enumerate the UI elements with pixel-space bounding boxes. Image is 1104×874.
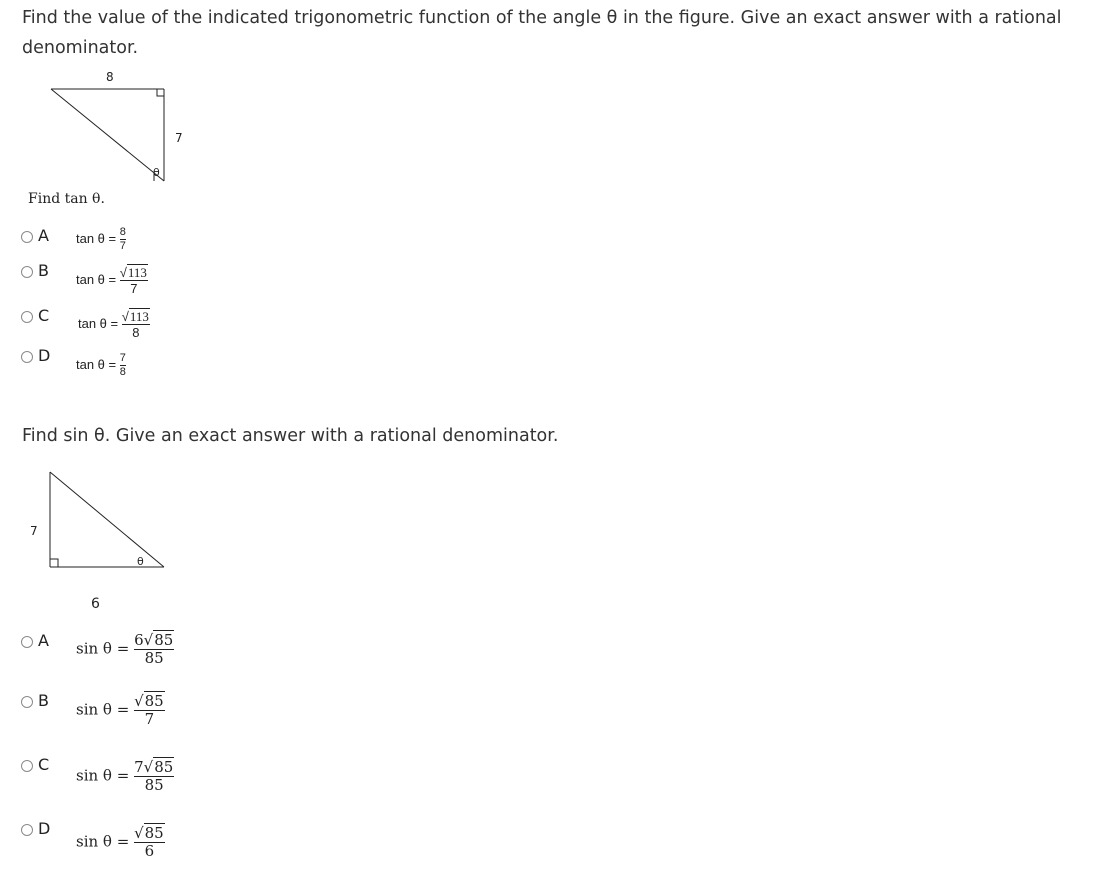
figure-2-triangle — [40, 465, 175, 575]
option-2d-radicand: 85 — [144, 824, 164, 842]
option-2a-coefficient: 6 — [134, 631, 144, 649]
question-1-subprompt: Find tan θ. — [28, 191, 105, 207]
option-2d-denominator: 6 — [144, 842, 155, 860]
option-2c-radio[interactable] — [21, 760, 33, 772]
option-2b-letter: B — [38, 691, 49, 710]
option-2d-expression: sin θ = $\frac{√85}{6}$ — [76, 824, 164, 860]
option-2a-radicand: 85 — [154, 631, 174, 649]
option-b-denominator: 7 — [130, 281, 138, 296]
option-2b-radio[interactable] — [21, 696, 33, 708]
option-2b-radicand: 85 — [144, 692, 164, 710]
option-a-lhs: tan θ = — [76, 230, 117, 246]
option-2c-coefficient: 7 — [134, 758, 144, 776]
figure-1-triangle — [40, 70, 200, 190]
option-2a-denominator: 85 — [144, 649, 164, 667]
option-d-lhs: tan θ = — [76, 356, 117, 372]
option-2c-expression: sin θ = $\frac{7√85}{85}$ — [76, 758, 174, 794]
option-c-lhs: tan θ = — [78, 315, 119, 331]
option-d-letter: D — [38, 346, 51, 365]
option-b-radio[interactable] — [21, 266, 33, 278]
option-b-radicand: 113 — [127, 265, 147, 280]
option-d-denominator: 8 — [119, 366, 126, 378]
option-2c-lhs: sin θ = — [76, 766, 130, 785]
option-b-letter: B — [38, 261, 49, 280]
option-c-radicand: 113 — [129, 309, 149, 324]
question-2-prompt: Find sin θ. Give an exact answer with a rational denominator. — [22, 426, 559, 446]
figure-2-left-label: 7 — [30, 524, 38, 538]
option-c-expression: tan θ = $\frac{√113}{8}$ — [78, 309, 149, 340]
figure-1-angle-label: θ — [153, 166, 160, 179]
option-a-denominator: 7 — [119, 240, 126, 252]
option-2b-denominator: 7 — [144, 710, 155, 728]
option-2d-letter: D — [38, 819, 51, 838]
option-a-letter: A — [38, 226, 49, 245]
option-a-numerator: 8 — [119, 226, 126, 238]
figure-1-right-label: 7 — [175, 131, 183, 145]
option-2c-letter: C — [38, 755, 50, 774]
option-2d-radio[interactable] — [21, 824, 33, 836]
question-1-prompt: Find the value of the indicated trigonometric function of the angle θ in the figure. Give an exact answer with a rational denominator. — [22, 8, 1062, 58]
option-2a-radio[interactable] — [21, 636, 33, 648]
option-2c-radicand: 85 — [154, 758, 174, 776]
option-c-denominator: 8 — [132, 325, 140, 340]
option-d-radio[interactable] — [21, 351, 33, 363]
option-2b-expression: sin θ = $\frac{√85}{7}$ — [76, 692, 164, 728]
option-d-numerator: 7 — [119, 352, 126, 364]
figure-2-bottom-label: 6 — [91, 596, 100, 612]
option-2a-expression: sin θ = $\frac{6√85}{85}$ — [76, 631, 174, 667]
option-c-letter: C — [38, 306, 50, 325]
option-2d-lhs: sin θ = — [76, 832, 130, 851]
option-a-expression — [76, 227, 126, 252]
option-2a-lhs: sin θ = — [76, 639, 130, 658]
option-2c-denominator: 85 — [144, 776, 164, 794]
option-b-lhs: tan θ = — [76, 271, 117, 287]
option-2a-letter: A — [38, 631, 49, 650]
option-a-radio[interactable] — [21, 231, 33, 243]
figure-1-top-label: 8 — [106, 70, 114, 84]
option-d-expression — [76, 353, 126, 378]
option-b-expression: tan θ = $\frac{√113}{7}$ — [76, 265, 147, 296]
option-c-radio[interactable] — [21, 311, 33, 323]
option-2b-lhs: sin θ = — [76, 700, 130, 719]
figure-2-angle-label: θ — [137, 555, 144, 568]
